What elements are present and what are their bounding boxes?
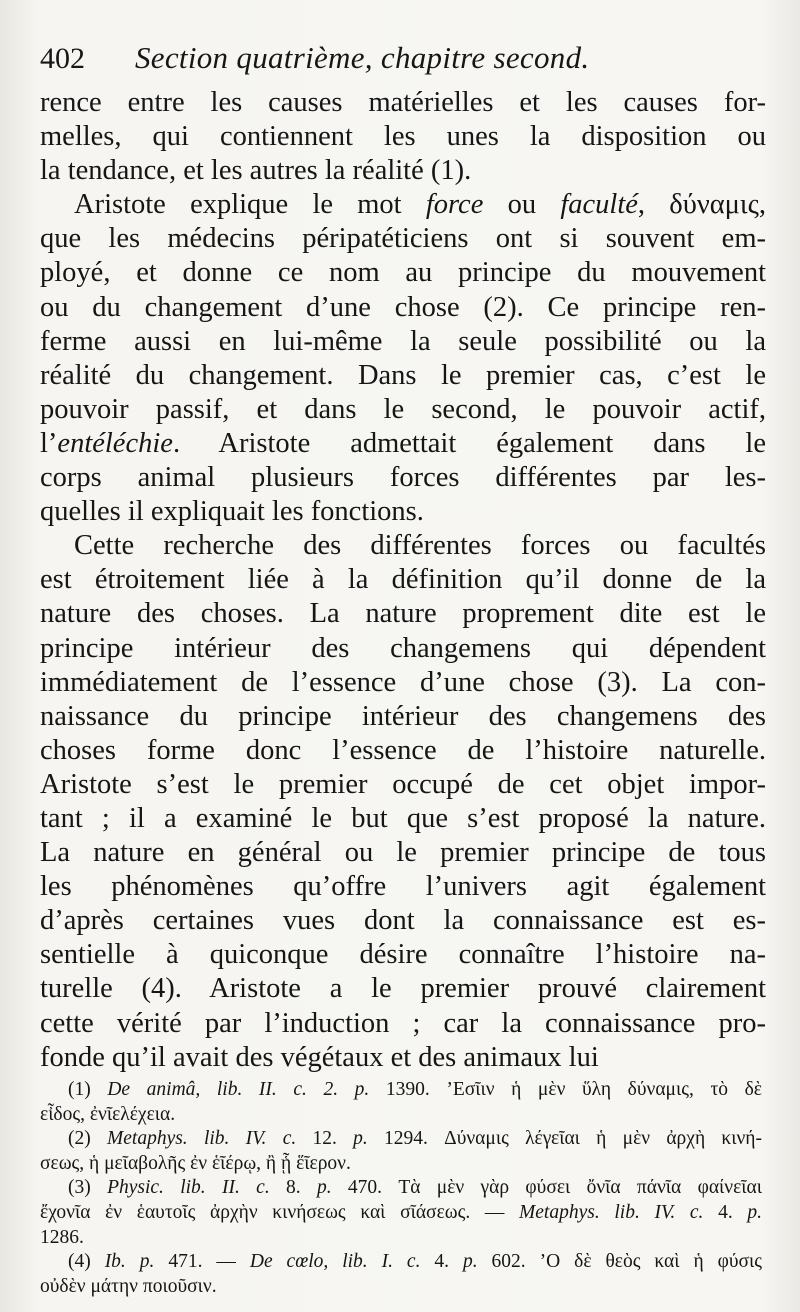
text-line: rence entre les causes matérielles et les causes for- bbox=[40, 87, 766, 118]
footnote-line bbox=[40, 1250, 762, 1275]
italic-segment: Metaphys. lib. IV. c. bbox=[107, 1128, 297, 1150]
footnote-line: εἶδος, ἐνῖελέχεια. bbox=[40, 1103, 176, 1125]
italic-segment: faculté bbox=[560, 189, 638, 221]
italic-segment: Ib. p. bbox=[104, 1251, 155, 1273]
text-line: que les médecins péripatéticiens ont si souvent em- bbox=[40, 223, 766, 255]
text-line: naissance du principe intérieur des changemens des bbox=[40, 700, 766, 732]
page-number: 402 bbox=[40, 42, 85, 75]
italic-segment: De animâ, lib. II. c. 2. p. bbox=[107, 1079, 370, 1100]
text-line: ployé, et donne ce nom au principe du mouvement bbox=[40, 257, 766, 289]
text-segment: 8. bbox=[269, 1177, 317, 1199]
italic-segment: p. bbox=[316, 1177, 332, 1199]
text-segment: Aristote explique le mot bbox=[74, 189, 426, 221]
text-segment: (2) bbox=[68, 1128, 107, 1150]
footnote-line: σεως, ἡ μεῖαβολῆς ἐν ἑῖέρῳ, ἢ ᾗ ἕῖερον. bbox=[40, 1152, 351, 1174]
footnote-line bbox=[40, 1078, 762, 1103]
text-segment: . Aristote admettait également dans le bbox=[172, 427, 766, 459]
footnotes bbox=[40, 1078, 770, 1299]
text-segment: 602. ’Ο δὲ θεὸς καὶ ἡ φύσις bbox=[477, 1251, 762, 1273]
text-line: tant ; il a examiné le but que s’est proposé la nature. bbox=[40, 802, 766, 834]
text-line: quelles il expliquait les fonctions. bbox=[40, 496, 424, 528]
running-title: Section quatrième, chapitre second. bbox=[135, 40, 590, 75]
text-segment: , δύναμις, bbox=[637, 189, 766, 221]
text-line: Cette recherche des différentes forces ou facultés bbox=[74, 530, 766, 562]
text-line: sentielle à quiconque désire connaître l’histoire na- bbox=[40, 939, 766, 971]
text-line: les phénomènes qu’offre l’univers agit également bbox=[40, 871, 766, 903]
text-line: cette vérité par l’induction ; car la connaissance pro- bbox=[40, 1007, 766, 1039]
text-line: réalité du changement. Dans le premier cas, c’est le bbox=[40, 359, 766, 391]
running-header bbox=[40, 40, 764, 86]
text-segment: 470. Τὰ μὲν γὰρ φύσει ὄνῖα πάνῖα φαίνεῖαι bbox=[331, 1177, 762, 1199]
text-line: choses forme donc l’essence de l’histoire naturelle. bbox=[40, 734, 766, 766]
text-line: pouvoir passif, et dans le second, le pouvoir actif, bbox=[40, 393, 766, 425]
italic-segment: force bbox=[425, 189, 484, 221]
footnote-line bbox=[40, 1127, 762, 1152]
italic-segment: Metaphys. lib. IV. c. bbox=[519, 1201, 704, 1223]
text-line: immédiatement de l’essence d’une chose (3). La con- bbox=[40, 666, 766, 698]
text-line: Aristote s’est le premier occupé de cet objet impor- bbox=[40, 768, 766, 800]
text-line: est étroitement liée à la définition qu’il donne de la bbox=[40, 564, 766, 596]
text-segment: l’ bbox=[40, 427, 58, 459]
footnote-line bbox=[40, 1176, 762, 1201]
text-line bbox=[40, 188, 766, 222]
text-line: nature des choses. La nature proprement dite est le bbox=[40, 598, 766, 630]
text-line: d’après certaines vues dont la connaissance est es- bbox=[40, 905, 766, 937]
text-segment: 1390. ’Εσῖιν ἡ μὲν ὕλη δύναμις, τὸ δὲ bbox=[369, 1079, 762, 1100]
footnote-line: 1286. bbox=[40, 1226, 84, 1248]
text-segment: ἔχονῖα ἐν ἑαυτοῖς ἀρχὴν κινήσεως καὶ σῖάσεως. — bbox=[40, 1201, 520, 1223]
text-segment: 12. bbox=[296, 1128, 354, 1150]
text-segment: 4. bbox=[420, 1251, 463, 1273]
text-line: ou du changement d’une chose (2). Ce principe ren- bbox=[40, 291, 766, 323]
text-segment: 1294. Δύναμις λέγεῖαι ἡ μὲν ἀρχὴ κινή- bbox=[367, 1128, 762, 1150]
text-segment: (1) bbox=[68, 1079, 108, 1100]
text-line bbox=[40, 427, 766, 461]
text-segment: 471. — bbox=[154, 1251, 250, 1273]
italic-segment: p. bbox=[747, 1201, 762, 1223]
text-segment: (4) bbox=[68, 1251, 105, 1273]
text-line: fonde qu’il avait des végétaux et des animaux lui bbox=[40, 1041, 599, 1073]
text-line: corps animal plusieurs forces différentes par les- bbox=[40, 462, 766, 494]
text-line: ferme aussi en lui-même la seule possibilité ou la bbox=[40, 325, 766, 357]
text-line: principe intérieur des changemens qui dépendent bbox=[40, 632, 766, 664]
text-line: la tendance, et les autres la réalité (1). bbox=[40, 155, 472, 187]
italic-segment: Physic. lib. II. c. bbox=[107, 1177, 270, 1199]
italic-segment: De cœlo, lib. I. c. bbox=[249, 1251, 421, 1273]
body-text bbox=[40, 86, 764, 1075]
italic-segment: entéléchie bbox=[57, 427, 173, 459]
italic-segment: p. bbox=[353, 1128, 368, 1150]
text-line: La nature en général ou le premier principe de tous bbox=[40, 837, 766, 869]
text-line: melles, qui contiennent les unes la disposition ou bbox=[40, 121, 766, 153]
text-segment: (3) bbox=[68, 1177, 108, 1199]
footnote-line: οὐδὲν μάτην ποιοῦσιν. bbox=[40, 1275, 217, 1297]
text-segment: ou bbox=[483, 189, 561, 221]
text-line: turelle (4). Aristote a le premier prouvé clairement bbox=[40, 973, 766, 1005]
text-segment: 4. bbox=[703, 1201, 748, 1223]
footnote-line bbox=[40, 1201, 762, 1226]
italic-segment: p. bbox=[462, 1251, 478, 1273]
